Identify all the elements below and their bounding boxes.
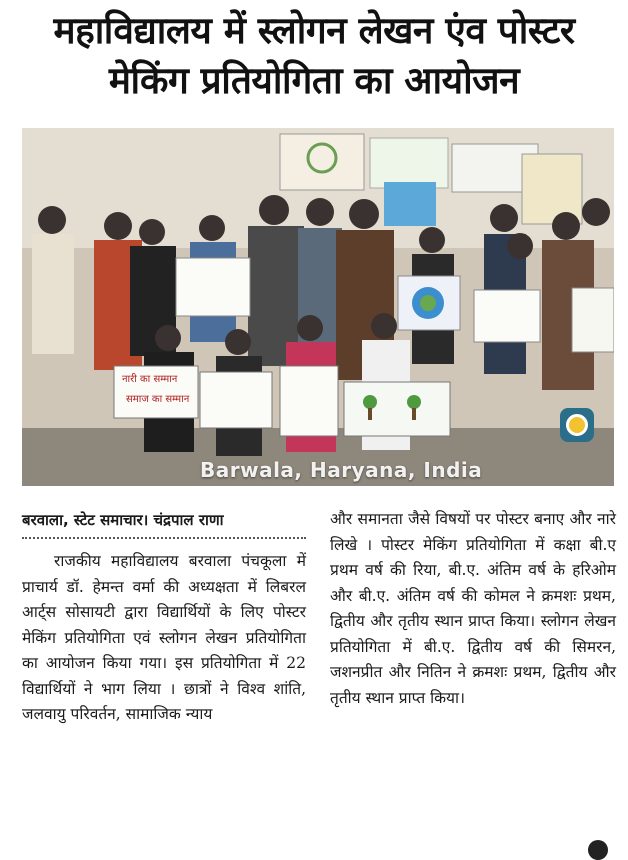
article-column-left	[22, 507, 306, 728]
headline-line-2: मेकिंग प्रतियोगिता का आयोजन	[108, 59, 520, 102]
byline-divider	[22, 537, 306, 539]
group-photo-illustration	[22, 128, 614, 486]
byline: बरवाला, स्टेट समाचार। चंद्रपाल राणा	[22, 511, 224, 529]
headline-line-1: महाविद्यालय में स्लोगन लेखन एंव पोस्टर	[53, 9, 575, 52]
location-pin-icon	[560, 408, 594, 442]
headline	[0, 6, 628, 106]
article-column-right	[330, 507, 616, 711]
article-body-right: और समानता जैसे विषयों पर पोस्टर बनाए और नारे लिखे । पोस्टर मेकिंग प्रतियोगिता में कक्षा बी.ए प्रथम वर्ष की रिया, बी.ए. अंतिम वर्ष के हरिओम और बी.ए. अंतिम वर्ष की कोमल ने क्रमशः प्रथम, द्वितीय और तृतीय स्थान प्राप्त किया। स्लोगन लेखन प्रतियोगिता में बी.ए. द्वितीय वर्ष की सिमरन, जशनप्रीत और नितिन ने क्रमशः प्रथम, द्वितीय और तृतीय स्थान प्राप्त किया।	[330, 510, 616, 707]
poster-text-1: नारी का सम्मान	[122, 374, 178, 385]
photo-watermark: Barwala, Haryana, India	[200, 458, 483, 482]
news-photo	[22, 128, 614, 486]
article-body-left: राजकीय महाविद्यालय बरवाला पंचकूला में प्राचार्य डॉ. हेमन्त वर्मा की अध्यक्षता में लिबरल आर्ट्स सोसायटी द्वारा विद्यार्थियों के लिए पोस्टर मेकिंग प्रतियोगिता एवं स्लोगन लेखन प्रतियोगिता का आयोजन किया गया। इस प्रतियोगिता में 22 विद्यार्थियों ने भाग लिया । छात्रों ने विश्व शांति, जलवायु परिवर्तन, सामाजिक न्याय	[22, 552, 306, 723]
poster-text-2: समाज का सम्मान	[126, 394, 190, 405]
page-corner-mark	[588, 840, 608, 860]
